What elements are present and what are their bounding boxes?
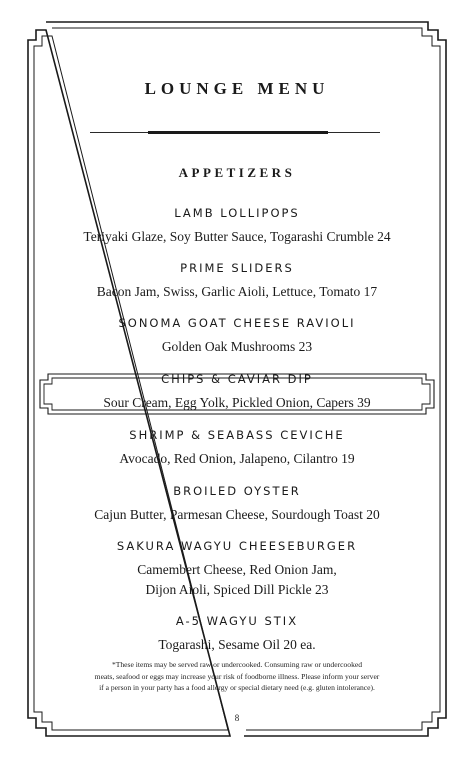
title-divider-accent: [148, 131, 328, 134]
menu-item: [0, 316, 474, 357]
item-description-line: Sour Cream, Egg Yolk, Pickled Onion, Capers 39: [103, 395, 371, 410]
item-description: [0, 337, 474, 357]
item-description-line: Avocado, Red Onion, Jalapeno, Cilantro 19: [119, 451, 355, 466]
item-description-line: Cajun Butter, Parmesan Cheese, Sourdough Toast 20: [94, 507, 380, 522]
disclaimer-line: meats, seafood or eggs may increase your risk of foodborne illness. Please inform your server: [94, 671, 380, 681]
featured-menu-item: [0, 372, 474, 413]
menu-item: [0, 428, 474, 469]
menu-item: [0, 261, 474, 302]
item-description-line: Togarashi, Sesame Oil 20 ea.: [158, 637, 316, 652]
item-description-line: Dijon Aioli, Spiced Dill Pickle 23: [145, 582, 329, 597]
menu-title: LOUNGE MENU: [144, 79, 330, 98]
item-name: SAKURA WAGYU CHEESEBURGER: [116, 539, 358, 553]
item-description-line: Camembert Cheese, Red Onion Jam,: [137, 562, 337, 577]
section-heading: APPETIZERS: [178, 165, 296, 180]
item-name: BROILED OYSTER: [173, 484, 301, 498]
disclaimer-line: *These items may be served raw or undercooked. Consuming raw or undercooked: [111, 660, 363, 669]
page-number: 8: [234, 713, 240, 723]
item-description: [0, 560, 474, 600]
item-name: A-5 WAGYU STIX: [175, 614, 299, 628]
menu-item: [0, 206, 474, 247]
item-description: [0, 505, 474, 525]
item-name: SONOMA GOAT CHEESE RAVIOLI: [118, 316, 356, 330]
item-description: [0, 635, 474, 655]
item-description-line: Golden Oak Mushrooms 23: [161, 339, 313, 354]
item-name: SHRIMP & SEABASS CEVICHE: [129, 428, 345, 442]
raw-food-disclaimer: [60, 659, 414, 694]
menu-item: [0, 539, 474, 600]
menu-item: [0, 614, 474, 655]
menu-item: [0, 484, 474, 525]
item-name: CHIPS & CAVIAR DIP: [161, 372, 313, 386]
item-description: [0, 227, 474, 247]
item-description: [0, 282, 474, 302]
item-name: LAMB LOLLIPOPS: [174, 206, 300, 220]
item-description: [0, 449, 474, 469]
item-name: PRIME SLIDERS: [180, 261, 294, 275]
item-description-line: Bacon Jam, Swiss, Garlic Aioli, Lettuce, Tomato 17: [96, 284, 378, 299]
disclaimer-line: if a person in your party has a food allergy or special dietary need (e.g. gluten intolerance).: [99, 683, 375, 692]
item-description: [0, 393, 474, 413]
item-description-line: Teriyaki Glaze, Soy Butter Sauce, Togarashi Crumble 24: [83, 229, 391, 244]
